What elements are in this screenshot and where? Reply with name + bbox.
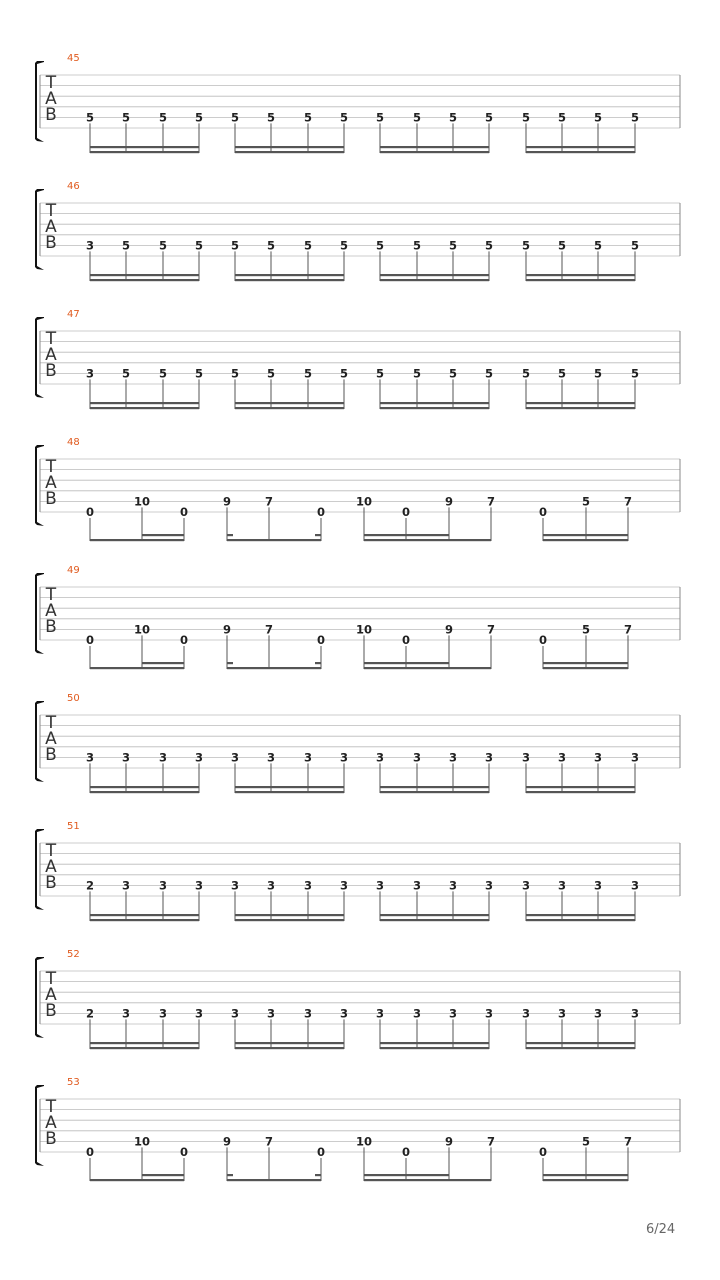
tab-system bbox=[35, 181, 680, 281]
fret-number: 3 bbox=[448, 878, 458, 893]
fret-number: 2 bbox=[85, 878, 95, 893]
fret-number: 5 bbox=[557, 238, 567, 253]
fret-number: 3 bbox=[121, 878, 131, 893]
beam bbox=[90, 539, 184, 541]
beam bbox=[315, 534, 321, 536]
fret-number: 5 bbox=[630, 238, 640, 253]
beam bbox=[227, 662, 233, 664]
beam bbox=[142, 1174, 184, 1176]
fret-number: 3 bbox=[339, 1006, 349, 1021]
fret-number: 5 bbox=[630, 110, 640, 125]
tab-clef-letter: A bbox=[45, 217, 57, 237]
fret-number: 0 bbox=[316, 1145, 326, 1159]
fret-number: 3 bbox=[230, 750, 240, 765]
fret-number: 3 bbox=[266, 878, 276, 893]
fret-number: 5 bbox=[158, 366, 168, 381]
fret-number: 0 bbox=[401, 1145, 411, 1159]
tab-clef-letter: A bbox=[45, 345, 57, 365]
fret-number: 7 bbox=[623, 622, 633, 637]
fret-number: 3 bbox=[630, 1006, 640, 1021]
fret-number: 5 bbox=[484, 366, 494, 381]
fret-number: 3 bbox=[121, 1006, 131, 1021]
fret-number: 5 bbox=[448, 238, 458, 253]
tab-clef-letter: A bbox=[45, 729, 57, 749]
fret-number: 5 bbox=[158, 110, 168, 125]
beam bbox=[380, 279, 489, 281]
tab-clef-letter: T bbox=[45, 841, 57, 861]
beam bbox=[543, 1179, 628, 1181]
tab-clef-letter: T bbox=[45, 969, 57, 989]
fret-number: 5 bbox=[521, 366, 531, 381]
tab-clef-letter: T bbox=[45, 457, 57, 477]
beam bbox=[142, 534, 184, 536]
beam bbox=[90, 1042, 199, 1044]
beam bbox=[526, 151, 635, 153]
fret-number: 5 bbox=[121, 366, 131, 381]
measure-number: 49 bbox=[67, 565, 80, 576]
beam bbox=[380, 1047, 489, 1049]
fret-number: 9 bbox=[222, 1134, 232, 1149]
beam bbox=[543, 662, 628, 664]
fret-number: 3 bbox=[194, 1006, 204, 1021]
fret-number: 0 bbox=[401, 505, 411, 519]
fret-number: 10 bbox=[355, 494, 373, 509]
fret-number: 0 bbox=[538, 1145, 548, 1159]
staff-lines bbox=[40, 715, 680, 768]
tab-clef-letter: A bbox=[45, 985, 57, 1005]
fret-number: 3 bbox=[521, 878, 531, 893]
fret-number: 3 bbox=[85, 366, 95, 381]
tab-clef-letter: B bbox=[45, 1129, 57, 1149]
fret-number: 3 bbox=[158, 878, 168, 893]
fret-number: 3 bbox=[85, 750, 95, 765]
fret-number: 3 bbox=[557, 750, 567, 765]
beam bbox=[90, 667, 184, 669]
fret-number: 3 bbox=[412, 878, 422, 893]
fret-number: 7 bbox=[264, 494, 274, 509]
fret-number: 5 bbox=[593, 238, 603, 253]
fret-number: 5 bbox=[194, 366, 204, 381]
fret-number: 3 bbox=[194, 878, 204, 893]
fret-number: 3 bbox=[339, 878, 349, 893]
tab-clef-letter: T bbox=[45, 1097, 57, 1117]
beam bbox=[380, 791, 489, 793]
fret-number: 3 bbox=[593, 878, 603, 893]
fret-number: 3 bbox=[484, 1006, 494, 1021]
measure-number: 47 bbox=[67, 309, 80, 320]
fret-number: 5 bbox=[230, 366, 240, 381]
beam bbox=[543, 667, 628, 669]
tab-clef-letter: B bbox=[45, 233, 57, 253]
fret-number: 5 bbox=[521, 110, 531, 125]
fret-number: 5 bbox=[448, 366, 458, 381]
beam bbox=[227, 667, 321, 669]
beam bbox=[526, 402, 635, 404]
fret-number: 5 bbox=[412, 238, 422, 253]
beam bbox=[380, 151, 489, 153]
beam bbox=[227, 534, 233, 536]
fret-number: 3 bbox=[375, 878, 385, 893]
fret-number: 0 bbox=[85, 633, 95, 647]
beam bbox=[235, 279, 344, 281]
fret-number: 0 bbox=[538, 505, 548, 519]
tab-clef-letter: B bbox=[45, 489, 57, 509]
measure-number: 45 bbox=[67, 53, 80, 64]
beam bbox=[380, 919, 489, 921]
beam bbox=[380, 914, 489, 916]
beam bbox=[380, 274, 489, 276]
fret-number: 5 bbox=[581, 622, 591, 637]
tab-clef-letter: A bbox=[45, 89, 57, 109]
fret-number: 0 bbox=[401, 633, 411, 647]
measure-number: 53 bbox=[67, 1077, 80, 1088]
fret-number: 3 bbox=[303, 750, 313, 765]
fret-number: 5 bbox=[593, 366, 603, 381]
staff-lines bbox=[40, 203, 680, 256]
beam bbox=[90, 274, 199, 276]
beam bbox=[364, 1179, 491, 1181]
tab-system bbox=[35, 53, 680, 153]
fret-number: 5 bbox=[521, 238, 531, 253]
fret-number: 5 bbox=[121, 238, 131, 253]
tab-system bbox=[35, 309, 680, 409]
beam bbox=[235, 1047, 344, 1049]
fret-number: 5 bbox=[630, 366, 640, 381]
fret-number: 3 bbox=[303, 1006, 313, 1021]
fret-number: 0 bbox=[85, 505, 95, 519]
fret-number: 5 bbox=[581, 494, 591, 509]
tab-system bbox=[35, 565, 680, 669]
beam bbox=[364, 662, 449, 664]
fret-number: 7 bbox=[486, 494, 496, 509]
beam bbox=[526, 279, 635, 281]
fret-number: 0 bbox=[179, 633, 189, 647]
fret-number: 3 bbox=[557, 878, 567, 893]
fret-number: 3 bbox=[158, 1006, 168, 1021]
measure-number: 52 bbox=[67, 949, 80, 960]
fret-number: 3 bbox=[448, 750, 458, 765]
tab-clef-letter: B bbox=[45, 873, 57, 893]
staff-lines bbox=[40, 331, 680, 384]
beam bbox=[90, 402, 199, 404]
fret-number: 5 bbox=[339, 238, 349, 253]
fret-number: 7 bbox=[264, 1134, 274, 1149]
tab-system bbox=[35, 437, 680, 541]
fret-number: 5 bbox=[581, 1134, 591, 1149]
beam bbox=[526, 786, 635, 788]
tab-clef-letter: B bbox=[45, 361, 57, 381]
fret-number: 5 bbox=[303, 238, 313, 253]
beam bbox=[90, 791, 199, 793]
fret-number: 3 bbox=[593, 750, 603, 765]
fret-number: 3 bbox=[521, 1006, 531, 1021]
fret-number: 5 bbox=[121, 110, 131, 125]
measure-number: 46 bbox=[67, 181, 80, 192]
fret-number: 3 bbox=[194, 750, 204, 765]
fret-number: 5 bbox=[230, 238, 240, 253]
fret-number: 10 bbox=[133, 494, 151, 509]
fret-number: 9 bbox=[444, 494, 454, 509]
fret-number: 5 bbox=[484, 238, 494, 253]
beam bbox=[526, 1047, 635, 1049]
tab-clef-letter: B bbox=[45, 105, 57, 125]
fret-number: 5 bbox=[375, 366, 385, 381]
fret-number: 0 bbox=[179, 1145, 189, 1159]
beam bbox=[235, 151, 344, 153]
beam bbox=[543, 539, 628, 541]
tab-clef-letter: A bbox=[45, 857, 57, 877]
fret-number: 5 bbox=[194, 110, 204, 125]
fret-number: 0 bbox=[538, 633, 548, 647]
tab-clef-letter: B bbox=[45, 1001, 57, 1021]
fret-number: 3 bbox=[375, 750, 385, 765]
tab-clef-letter: T bbox=[45, 201, 57, 221]
fret-number: 3 bbox=[375, 1006, 385, 1021]
fret-number: 9 bbox=[222, 622, 232, 637]
measure-number: 50 bbox=[67, 693, 80, 704]
beam bbox=[235, 402, 344, 404]
fret-number: 0 bbox=[85, 1145, 95, 1159]
beam bbox=[526, 146, 635, 148]
fret-number: 5 bbox=[194, 238, 204, 253]
beam bbox=[90, 1179, 184, 1181]
beam bbox=[526, 914, 635, 916]
fret-number: 5 bbox=[484, 110, 494, 125]
fret-number: 3 bbox=[266, 1006, 276, 1021]
beam bbox=[380, 407, 489, 409]
fret-number: 5 bbox=[230, 110, 240, 125]
fret-number: 5 bbox=[85, 110, 95, 125]
tab-system bbox=[35, 693, 680, 793]
fret-number: 5 bbox=[303, 110, 313, 125]
beam bbox=[380, 402, 489, 404]
fret-number: 0 bbox=[179, 505, 189, 519]
fret-number: 3 bbox=[412, 1006, 422, 1021]
tab-clef-letter: B bbox=[45, 617, 57, 637]
fret-number: 3 bbox=[630, 750, 640, 765]
fret-number: 7 bbox=[264, 622, 274, 637]
beam bbox=[380, 786, 489, 788]
beam bbox=[235, 407, 344, 409]
beam bbox=[235, 914, 344, 916]
beam bbox=[526, 919, 635, 921]
fret-number: 3 bbox=[339, 750, 349, 765]
tab-clef-letter: B bbox=[45, 745, 57, 765]
fret-number: 5 bbox=[412, 110, 422, 125]
beam bbox=[90, 146, 199, 148]
fret-number: 7 bbox=[623, 1134, 633, 1149]
fret-number: 3 bbox=[448, 1006, 458, 1021]
beam bbox=[235, 786, 344, 788]
beam bbox=[315, 662, 321, 664]
fret-number: 5 bbox=[375, 238, 385, 253]
fret-number: 5 bbox=[158, 238, 168, 253]
fret-number: 5 bbox=[593, 110, 603, 125]
tab-system bbox=[35, 821, 680, 921]
fret-number: 5 bbox=[266, 238, 276, 253]
fret-number: 7 bbox=[486, 1134, 496, 1149]
beam bbox=[227, 539, 321, 541]
fret-number: 5 bbox=[303, 366, 313, 381]
fret-number: 5 bbox=[557, 110, 567, 125]
fret-number: 10 bbox=[133, 622, 151, 637]
beam bbox=[364, 1174, 449, 1176]
beam bbox=[90, 914, 199, 916]
beam bbox=[364, 534, 449, 536]
staff-lines bbox=[40, 75, 680, 128]
beam bbox=[380, 1042, 489, 1044]
fret-number: 3 bbox=[630, 878, 640, 893]
beam bbox=[235, 146, 344, 148]
fret-number: 3 bbox=[521, 750, 531, 765]
fret-number: 10 bbox=[355, 622, 373, 637]
beam bbox=[227, 1179, 321, 1181]
fret-number: 3 bbox=[484, 878, 494, 893]
fret-number: 3 bbox=[158, 750, 168, 765]
fret-number: 5 bbox=[557, 366, 567, 381]
measure-number: 48 bbox=[67, 437, 80, 448]
staff-lines bbox=[40, 843, 680, 896]
beam bbox=[90, 279, 199, 281]
fret-number: 9 bbox=[222, 494, 232, 509]
beam bbox=[90, 1047, 199, 1049]
fret-number: 3 bbox=[230, 878, 240, 893]
fret-number: 2 bbox=[85, 1006, 95, 1021]
tab-clef-letter: A bbox=[45, 1113, 57, 1133]
beam bbox=[526, 791, 635, 793]
fret-number: 10 bbox=[355, 1134, 373, 1149]
fret-number: 3 bbox=[121, 750, 131, 765]
beam bbox=[315, 1174, 321, 1176]
tab-clef-letter: T bbox=[45, 73, 57, 93]
beam bbox=[526, 407, 635, 409]
fret-number: 3 bbox=[557, 1006, 567, 1021]
tab-system bbox=[35, 949, 680, 1049]
tab-clef-letter: A bbox=[45, 601, 57, 621]
measure-number: 51 bbox=[67, 821, 80, 832]
beam bbox=[364, 539, 491, 541]
fret-number: 3 bbox=[303, 878, 313, 893]
beam bbox=[90, 919, 199, 921]
tab-clef-letter: A bbox=[45, 473, 57, 493]
fret-number: 10 bbox=[133, 1134, 151, 1149]
beam bbox=[90, 786, 199, 788]
fret-number: 7 bbox=[623, 494, 633, 509]
fret-number: 9 bbox=[444, 622, 454, 637]
beam bbox=[543, 534, 628, 536]
beam bbox=[90, 151, 199, 153]
fret-number: 5 bbox=[339, 110, 349, 125]
fret-number: 3 bbox=[266, 750, 276, 765]
fret-number: 3 bbox=[412, 750, 422, 765]
fret-number: 7 bbox=[486, 622, 496, 637]
beam bbox=[543, 1174, 628, 1176]
beam bbox=[90, 407, 199, 409]
beam bbox=[235, 919, 344, 921]
fret-number: 5 bbox=[266, 110, 276, 125]
fret-number: 0 bbox=[316, 505, 326, 519]
fret-number: 9 bbox=[444, 1134, 454, 1149]
tab-clef-letter: T bbox=[45, 713, 57, 733]
tab-clef-letter: T bbox=[45, 329, 57, 349]
beam bbox=[364, 667, 491, 669]
beam bbox=[235, 791, 344, 793]
fret-number: 5 bbox=[266, 366, 276, 381]
tab-system bbox=[35, 1077, 680, 1181]
tab-clef-letter: T bbox=[45, 585, 57, 605]
fret-number: 5 bbox=[339, 366, 349, 381]
fret-number: 0 bbox=[316, 633, 326, 647]
fret-number: 3 bbox=[484, 750, 494, 765]
fret-number: 5 bbox=[448, 110, 458, 125]
fret-number: 3 bbox=[230, 1006, 240, 1021]
beam bbox=[526, 1042, 635, 1044]
beam bbox=[227, 1174, 233, 1176]
beam bbox=[142, 662, 184, 664]
staff-lines bbox=[40, 971, 680, 1024]
beam bbox=[235, 1042, 344, 1044]
page-number: 6/24 bbox=[646, 1222, 676, 1237]
beam bbox=[380, 146, 489, 148]
beam bbox=[526, 274, 635, 276]
fret-number: 3 bbox=[593, 1006, 603, 1021]
fret-number: 3 bbox=[85, 238, 95, 253]
fret-number: 5 bbox=[412, 366, 422, 381]
fret-number: 5 bbox=[375, 110, 385, 125]
beam bbox=[235, 274, 344, 276]
